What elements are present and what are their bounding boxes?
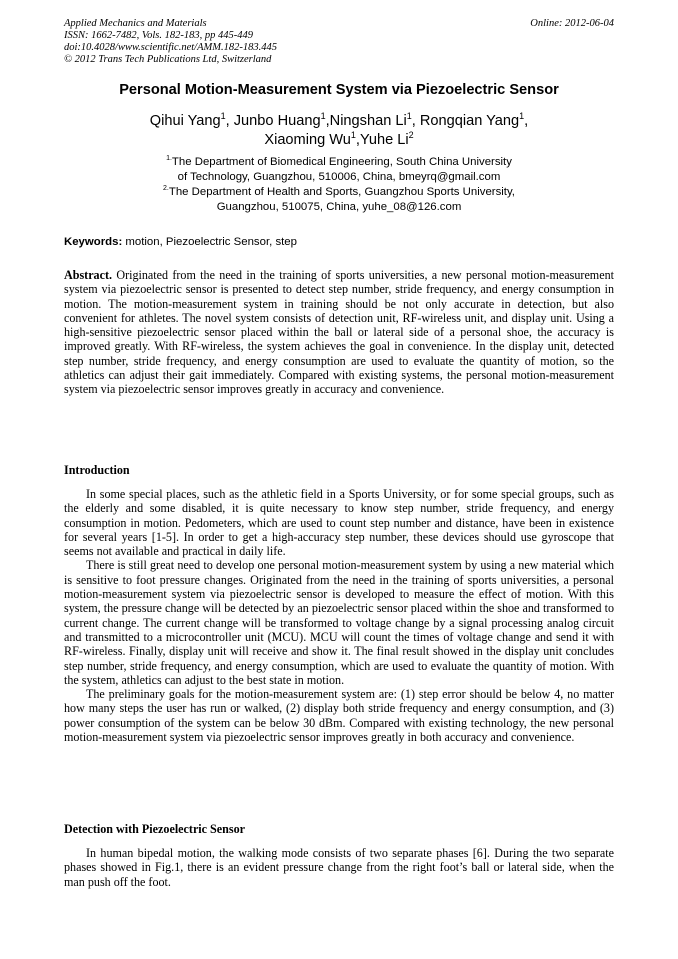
affiliation-text: The Department of Health and Sports, Guangzhou Sports University, [168, 186, 515, 198]
affiliation-mark: 1 [350, 130, 356, 141]
journal-name: Applied Mechanics and Materials [64, 18, 207, 29]
keywords-text: motion, Piezoelectric Sensor, step [122, 236, 297, 248]
keywords-label: Keywords: [64, 236, 123, 248]
author-name: ,Yuhe Li [355, 132, 409, 148]
paper-title: Personal Motion-Measurement System via Piezoelectric Sensor [119, 82, 559, 98]
affiliation-mark: 1 [519, 111, 525, 122]
affiliation-1 [90, 155, 588, 184]
affiliation-mark: 2 [408, 130, 414, 141]
introduction-body [64, 487, 614, 744]
author-name: , Junbo Huang [225, 113, 321, 129]
introduction-paragraph-3: The preliminary goals for the motion-measurement system are: (1) step error should be below 4, no matter how many steps the user has run or walked, (2) display both stride frequency and energy consumption, and (3) power consumption of the system can be below 30 dBm. Compared with existing technology, the new personal motion-measurement system via piezoelectric sensor improves greatly in both accuracy and convenience. [64, 687, 614, 745]
abstract-text: Originated from the need in the training of sports universities, a new personal motion-measurement system via piezoelectric sensor is presented to detect step number, stride frequency, and energy consumption in motion. The motion-measurement system in training should be not only accurate in detection, but also convenient for athletes. The novel system consists of detection unit, RF-wireless unit, and display unit. Using a high-sensitive piezoelectric sensor placed within the ball or lateral side of a personal shoe, the accuracy is improved greatly. With RF-wireless, the system achieves the goal in convenience. In the display unit, detected step number, stride frequency, and energy consumption are used to evaluate the quantity of motion, so the athletics can adjust their gait immediately. Compared with existing systems, the personal motion-measurement system via piezoelectric sensor improves greatly in accuracy and convenience. [64, 268, 614, 397]
affiliation-2-line-2: Guangzhou, 510075, China, yuhe_08@126.com [216, 200, 462, 213]
author-name: Qihui Yang [149, 113, 221, 129]
author-list [100, 112, 578, 150]
affiliation-mark: 1 [406, 111, 412, 122]
abstract [64, 268, 614, 397]
affiliation-2-line-1 [90, 185, 588, 200]
issn-line: ISSN: 1662-7482, Vols. 182-183, pp 445-449 [64, 30, 253, 41]
affiliation-mark: 1 [220, 111, 226, 122]
detection-paragraph-1: In human bipedal motion, the walking mode consists of two separate phases [6]. During the two separate phases showed in Fig.1, there is an evident pressure change from the right foot’s ball or lateral side, when the man push off the foot. [64, 846, 614, 889]
affiliation-mark: 1 [320, 111, 326, 122]
detection-heading: Detection with Piezoelectric Sensor [64, 822, 245, 836]
introduction-heading: Introduction [64, 463, 130, 477]
author-line-2 [100, 131, 578, 150]
affiliation-1-line-1 [90, 155, 588, 170]
online-date: Online: 2012-06-04 [530, 18, 614, 29]
introduction-paragraph-2: There is still great need to develop one personal motion-measurement system by using a new material which is sensitive to foot pressure changes. Originated from the need in the training of sports universities, a personal motion-measurement system via piezoelectric sensor is developed to measure the effect of motion. With this system, the pressure change will be detected by an piezoelectric sensor placed within the shoe and transformed to current change. The current change will be transformed to voltage change by a signal processing analog circuit and transmitted to a microcontroller unit (MCU). MCU will count the times of voltage change and send it with RF-wireless. Finally, display unit will receive and show it. The final result showed in the display unit concludes step number, stride frequency, and energy consumption, which are used to evaluate the quantity of motion. With the system, athletics can adjust to the best state in motion. [64, 558, 614, 687]
introduction-paragraph-1: In some special places, such as the athletic field in a Sports University, or for some special groups, such as the elderly and some disabled, it is quite necessary to know step number, stride frequency, and energy consumption in motion. Pedometers, which are used to count step number and distance, have been in existence for several years [1-5]. In order to get a high-accuracy step number, these devices should use gyroscope that seems not available and practical in daily life. [64, 487, 614, 559]
affiliation-number: 2. [163, 185, 169, 193]
author-name: , Rongqian Yang [411, 113, 520, 129]
abstract-paragraph [64, 268, 614, 397]
affiliation-2 [90, 185, 588, 214]
author-name: ,Ningshan Li [325, 113, 407, 129]
affiliation-1-line-2: of Technology, Guangzhou, 510006, China, bmeyrq@gmail.com [177, 170, 501, 183]
journal-header [64, 18, 277, 66]
author-name: Xiaoming Wu [264, 132, 351, 148]
affiliation-number: 1. [166, 155, 172, 163]
detection-body [64, 846, 614, 889]
affiliation-text: The Department of Biomedical Engineering, South China University [171, 156, 512, 168]
keywords [64, 235, 614, 249]
abstract-label: Abstract. [64, 268, 113, 282]
author-separator: , [524, 113, 529, 129]
doi-line: doi:10.4028/www.scientific.net/AMM.182-183.445 [64, 42, 277, 53]
author-line-1 [100, 112, 578, 131]
copyright-line: © 2012 Trans Tech Publications Ltd, Switzerland [64, 54, 272, 65]
